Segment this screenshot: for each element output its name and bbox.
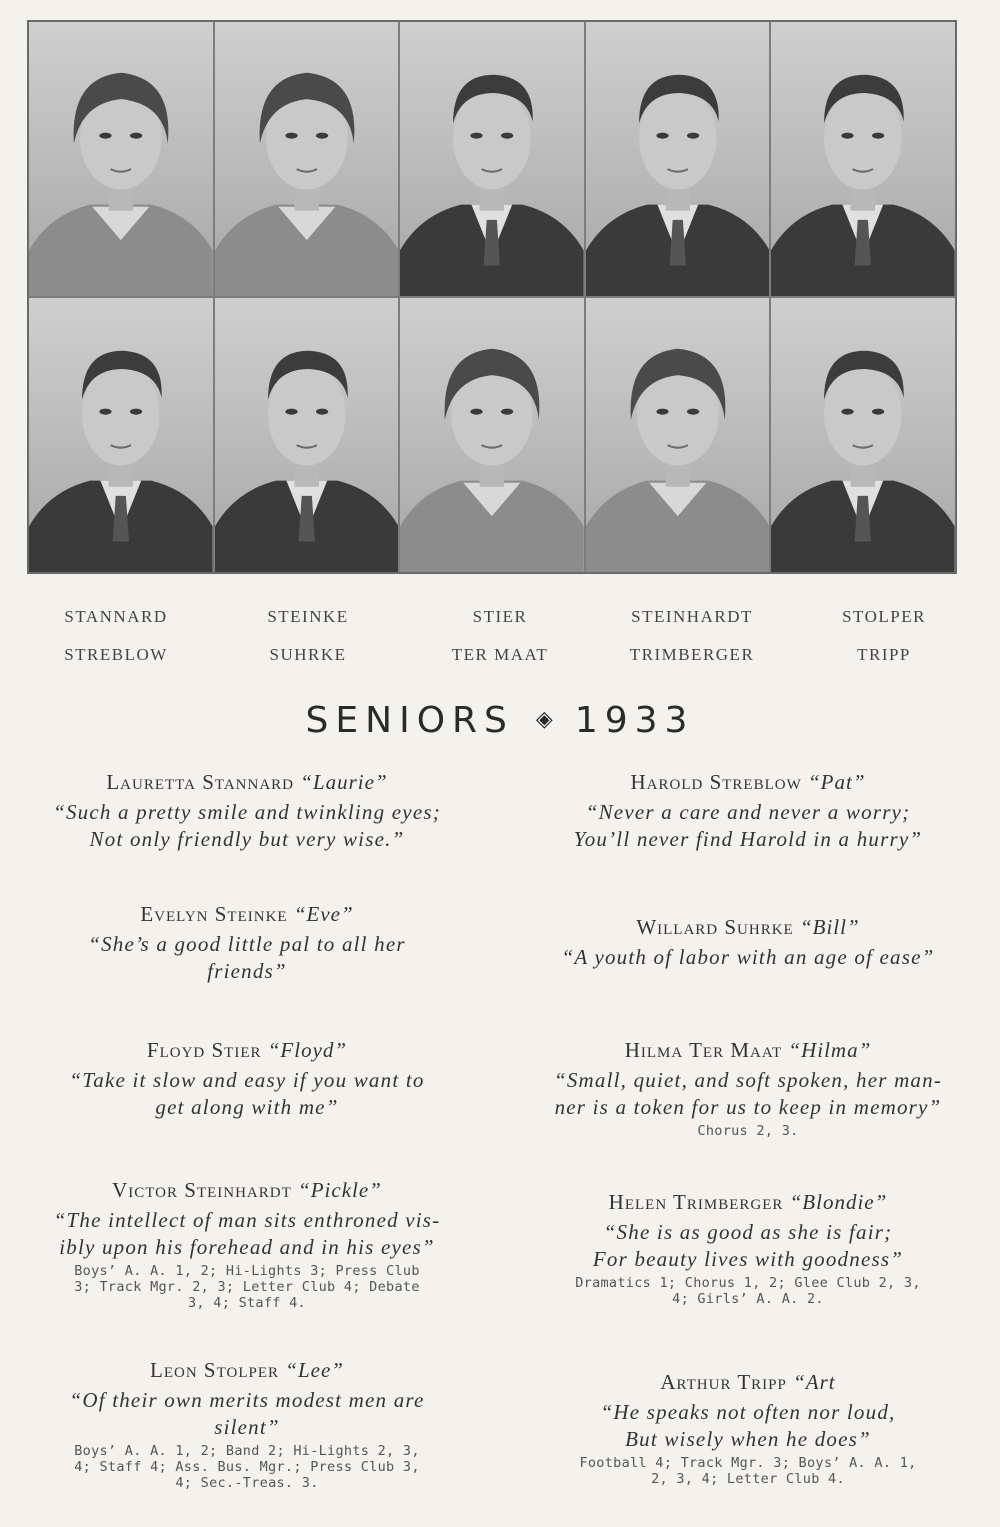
man-icon <box>771 298 955 572</box>
senior-quote <box>12 1387 482 1441</box>
senior-quote <box>12 799 482 853</box>
name-row-top <box>20 598 980 636</box>
senior-quote <box>513 944 983 971</box>
senior-entry <box>12 1038 482 1121</box>
senior-nickname: “Lee” <box>279 1358 344 1382</box>
senior-quote <box>12 931 482 985</box>
senior-activities <box>12 1443 482 1491</box>
senior-full-name: Floyd Stier <box>146 1038 262 1062</box>
activity-line: Boys’ A. A. 1, 2; Hi-Lights 3; Press Club <box>74 1263 420 1279</box>
caption-name: STEINKE <box>267 607 349 626</box>
man-icon <box>400 22 584 296</box>
senior-name <box>513 1190 983 1215</box>
senior-portrait <box>586 22 770 296</box>
senior-portrait <box>29 298 213 572</box>
woman-icon <box>215 22 399 296</box>
senior-name <box>12 1038 482 1063</box>
senior-nickname: “Floyd” <box>261 1038 348 1062</box>
senior-full-name: Arthur Tripp <box>660 1370 787 1394</box>
senior-entry <box>12 1178 482 1311</box>
man-icon <box>29 298 213 572</box>
senior-activities <box>513 1275 983 1307</box>
caption-name: TRIPP <box>857 645 911 664</box>
man-icon <box>586 22 770 296</box>
quote-line: For beauty lives with goodness” <box>592 1247 904 1271</box>
senior-nickname: “Laurie” <box>294 770 388 794</box>
quote-line: “Such a pretty smile and twinkling eyes; <box>53 800 441 824</box>
senior-entry <box>513 915 983 971</box>
senior-activities <box>513 1123 983 1139</box>
name-row-bottom <box>20 636 980 674</box>
portrait-name-captions <box>20 598 980 674</box>
senior-portrait <box>215 22 399 296</box>
senior-full-name: Willard Suhrke <box>636 915 794 939</box>
caption-name: STREBLOW <box>64 645 168 664</box>
senior-quote <box>513 1219 983 1273</box>
senior-portrait <box>400 22 584 296</box>
caption-name: TRIMBERGER <box>629 645 755 664</box>
activity-line: 3, 4; Staff 4. <box>188 1295 306 1311</box>
title-word: SENIORS <box>305 700 514 741</box>
woman-icon <box>400 298 584 572</box>
senior-activities <box>12 1263 482 1311</box>
quote-line: get along with me” <box>155 1095 339 1119</box>
quote-line: silent” <box>214 1415 280 1439</box>
senior-nickname: “Pat” <box>801 770 866 794</box>
quote-line: You’ll never find Harold in a hurry” <box>573 827 923 851</box>
senior-name <box>12 1178 482 1203</box>
quote-line: “A youth of labor with an age of ease” <box>561 945 935 969</box>
activity-line: 4; Girls’ A. A. 2. <box>672 1291 824 1307</box>
senior-entry <box>513 1370 983 1487</box>
caption-name: STOLPER <box>842 607 926 626</box>
quote-line: “Take it slow and easy if you want to <box>69 1068 425 1092</box>
senior-quote <box>12 1067 482 1121</box>
senior-name <box>513 1370 983 1395</box>
senior-portrait <box>29 22 213 296</box>
quote-line: “Small, quiet, and soft spoken, her man- <box>553 1068 943 1092</box>
portrait-grid <box>27 20 957 574</box>
senior-activities <box>513 1455 983 1487</box>
quote-line: “He speaks not often nor loud, <box>600 1400 896 1424</box>
senior-quote <box>513 1399 983 1453</box>
senior-quote <box>513 799 983 853</box>
senior-name <box>12 770 482 795</box>
caption-name: SUHRKE <box>269 645 347 664</box>
senior-name <box>12 1358 482 1383</box>
quote-line: “The intellect of man sits enthroned vis- <box>53 1208 441 1232</box>
senior-portrait <box>586 298 770 572</box>
quote-line: ner is a token for us to keep in memory” <box>554 1095 942 1119</box>
activity-line: Boys’ A. A. 1, 2; Band 2; Hi-Lights 2, 3, <box>74 1443 420 1459</box>
senior-full-name: Helen Trimberger <box>608 1190 784 1214</box>
woman-icon <box>29 22 213 296</box>
quote-line: “Never a care and never a worry; <box>585 800 911 824</box>
activity-line: 4; Sec.-Treas. 3. <box>175 1475 319 1491</box>
senior-nickname: “Art <box>786 1370 836 1394</box>
senior-nickname: “Bill” <box>793 915 860 939</box>
activity-line: Chorus 2, 3. <box>697 1123 799 1139</box>
title-year: 1933 <box>574 700 695 741</box>
senior-nickname: “Blondie” <box>783 1190 888 1214</box>
senior-name <box>513 915 983 940</box>
activity-line: Football 4; Track Mgr. 3; Boys’ A. A. 1, <box>579 1455 917 1471</box>
senior-entry <box>12 902 482 985</box>
senior-quote <box>513 1067 983 1121</box>
caption-name: STANNARD <box>64 607 168 626</box>
senior-portrait <box>400 298 584 572</box>
senior-full-name: Evelyn Steinke <box>140 902 288 926</box>
diamond-icon: ◈ <box>535 707 553 732</box>
senior-portrait <box>771 298 955 572</box>
senior-entry <box>12 1358 482 1491</box>
quote-line: “Of their own merits modest men are <box>69 1388 425 1412</box>
activity-line: Dramatics 1; Chorus 1, 2; Glee Club 2, 3, <box>575 1275 921 1291</box>
caption-name: TER MAAT <box>451 645 549 664</box>
senior-nickname: “Pickle” <box>291 1178 382 1202</box>
quote-line: Not only friendly but very wise.” <box>89 827 405 851</box>
senior-nickname: “Eve” <box>287 902 354 926</box>
senior-full-name: Leon Stolper <box>150 1358 280 1382</box>
senior-quote <box>12 1207 482 1261</box>
senior-name <box>513 1038 983 1063</box>
senior-entry <box>513 1038 983 1139</box>
senior-portrait <box>771 22 955 296</box>
caption-name: STEINHARDT <box>631 607 753 626</box>
activity-line: 4; Staff 4; Ass. Bus. Mgr.; Press Club 3, <box>74 1459 420 1475</box>
woman-icon <box>586 298 770 572</box>
senior-entry <box>513 1190 983 1307</box>
activity-line: 2, 3, 4; Letter Club 4. <box>651 1471 845 1487</box>
senior-nickname: “Hilma” <box>782 1038 872 1062</box>
senior-entry <box>12 770 482 853</box>
caption-name: STIER <box>472 607 528 626</box>
senior-name <box>12 902 482 927</box>
activity-line: 3; Track Mgr. 2, 3; Letter Club 4; Debate <box>74 1279 420 1295</box>
man-icon <box>215 298 399 572</box>
page-title <box>0 700 1000 741</box>
quote-line: “She’s a good little pal to all her <box>88 932 406 956</box>
senior-full-name: Victor Steinhardt <box>112 1178 292 1202</box>
quote-line: ibly upon his forehead and in his eyes” <box>59 1235 435 1259</box>
senior-full-name: Lauretta Stannard <box>106 770 295 794</box>
senior-entry <box>513 770 983 853</box>
senior-entries <box>0 770 1000 1510</box>
senior-full-name: Harold Streblow <box>630 770 802 794</box>
senior-name <box>513 770 983 795</box>
senior-full-name: Hilma Ter Maat <box>624 1038 783 1062</box>
senior-portrait <box>215 298 399 572</box>
man-icon <box>771 22 955 296</box>
quote-line: friends” <box>207 959 287 983</box>
quote-line: “She is as good as she is fair; <box>603 1220 893 1244</box>
quote-line: But wisely when he does” <box>625 1427 871 1451</box>
